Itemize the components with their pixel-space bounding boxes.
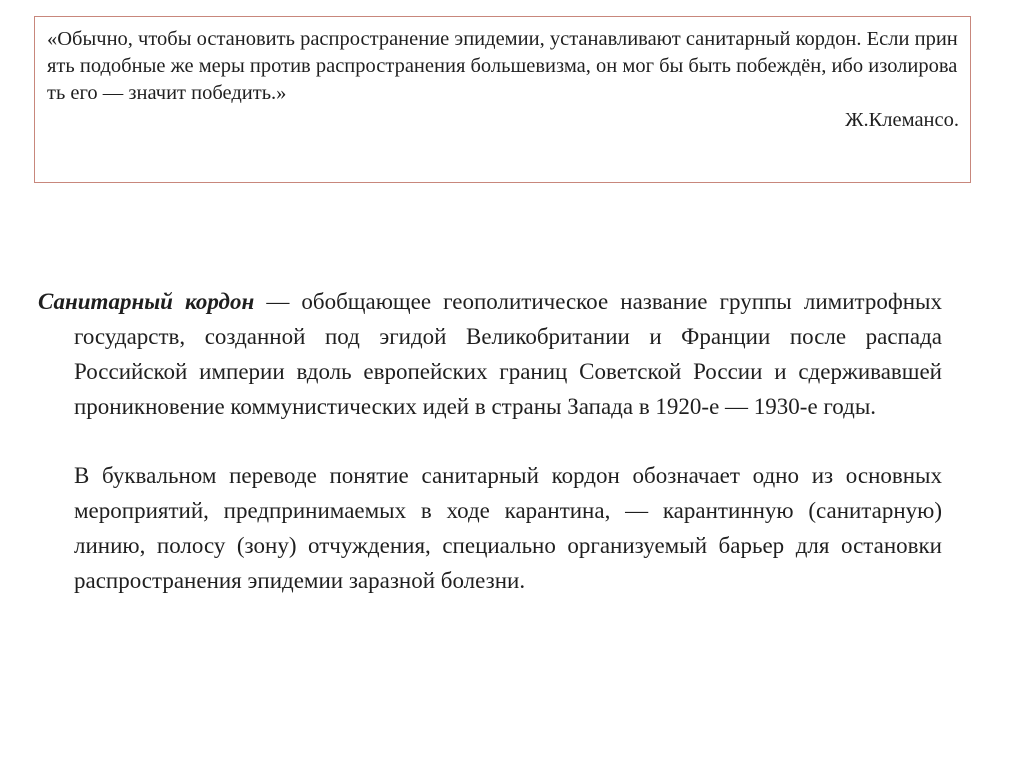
definition-body: — обобщающее геополитическое название группы лимитрофных государств, созданной под эгидой Великобритании и Франции после распада Российской империи вдоль европейских границ Советской России и сдерживавшей проникновение коммунистических идей в страны Запада в 1920-е — 1930-е годы.	[74, 289, 942, 419]
definition-block	[38, 284, 942, 598]
quote-author: Ж.Клемансо.	[845, 109, 959, 131]
quote-box	[34, 16, 971, 183]
definition-term: Санитарный кордон	[38, 289, 255, 314]
quote-text: «Обычно, чтобы остановить распространение эпидемии, устанавливают санитарный кордон. Если принять подобные же меры против распространения большевизма, он мог бы быть побеждён, ибо изолировать его — значит победить.»	[47, 28, 958, 104]
translation-paragraph: В буквальном переводе понятие санитарный кордон обозначает одно из основных мероприятий, предпринимаемых в ходе карантина, — карантинную (санитарную) линию, полосу (зону) отчуждения, специально организуемый барьер для остановки распространения эпидемии заразной болезни.	[74, 463, 942, 593]
definition-paragraph	[38, 284, 942, 424]
